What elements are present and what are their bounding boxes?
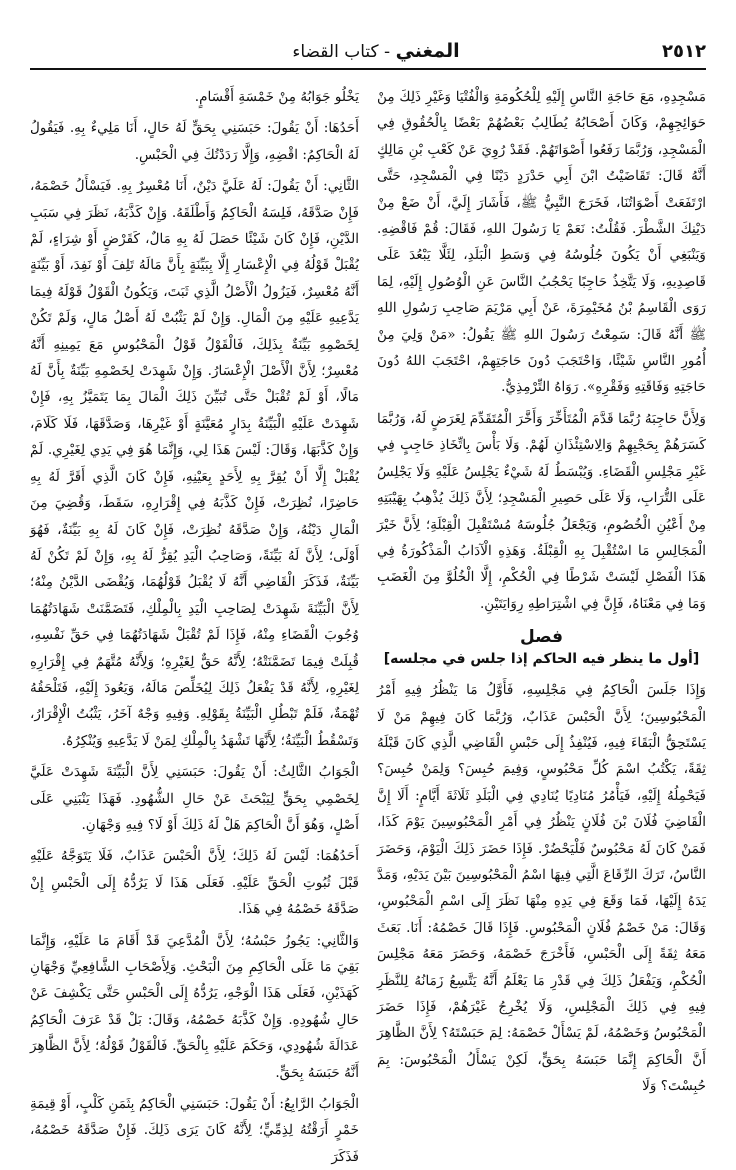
book-title: المغني (395, 40, 460, 62)
paragraph: الْجَوَابُ الرَّابِعُ: أَنْ يَقُولَ: حَبَسَنِي الْحَاكِمُ بِثَمَنِ كَلْبٍ، أَوْ قِيمَةِ خَمْرٍ أَرَقْتُهُ لِذِمِّيٍّ؛ لِأَنَّهُ كَانَ يَرَى ذَلِكَ. فَإِنْ صَدَّقَهُ خَصْمُهُ، فَذَكَرَ (30, 1096, 359, 1165)
paragraph: أَحَدُهُمَا: لَيْسَ لَهُ ذَلِكَ؛ لِأَنَّ الْحَبْسَ عَذَابٌ، فَلَا يَتَوَجَّهُ عَلَيْهِ قَبْلَ ثُبُوتِ الْحَقِّ عَلَيْهِ. فَعَلَى هَذَا لَا يَرُدُّهُ إِلَى الْحَبْسِ إِنْ صَدَّقَهُ خَصْمُهُ فِي هَذَا. (30, 848, 359, 918)
paragraph: وَلِأَنَّ حَاجِبَهُ رُبَّمَا قَدَّمَ الْمُتَأَخِّرَ وَأَخَّرَ الْمُتَقَدِّمَ لِغَرَضٍ لَهُ، وَرُبَّمَا كَسَرَهُمْ بِحَجْبِهِمْ وَالِاسْتِئْذَانِ لَهُمْ. وَلَا بَأْسَ بِاتِّخَاذِ حَاجِبٍ فِي غَيْرِ مَجْلِسِ الْقَضَاءِ. وَيُبْسَطُ لَهُ شَيْءٌ يَجْلِسُ عَلَيْهِ وَلَا يَجْلِسُ عَلَى التُّرَابِ، وَلَا عَلَى حَصِيرِ الْمَسْجِدِ؛ لِأَنَّ ذَلِكَ يُذْهِبُ بِهَيْبَتِهِ مِنْ أَعْيُنِ الْخُصُومِ، وَيَجْعَلُ جُلُوسَهُ مُسْتَقْبِلَ الْقِبْلَةِ؛ لِأَنَّ خَيْرَ الْمَجَالِسِ مَا اسْتُقْبِلَ بِهِ الْقِبْلَةُ. وَهَذِهِ الْآدَابُ الْمَذْكُورَةُ فِي هَذَا الْفَصْلِ لَيْسَتْ شَرْطًا فِي الْحُكْمِ، إِلَّا الْخُلُوَّ مِنَ الْغَضَبِ وَمَا فِي مَعْنَاهُ، فَإِنَّ فِي اشْتِرَاطِهِ رِوَايَتَيْنِ. (377, 410, 706, 612)
chapter-heading: فصل (519, 627, 564, 648)
paragraph: الْجَوَابُ الثَّالِثُ: أَنْ يَقُولَ: حَبَسَنِي لِأَنَّ الْبَيِّنَةَ شَهِدَتْ عَلَيَّ لِخَصْمِي بِحَقٍّ لِيَبْحَثَ عَنْ حَالِ الشُّهُودِ. فَهَذَا يَنْبَنِي عَلَى أَصْلٍ، وَهُوَ أَنَّ الْحَاكِمَ هَلْ لَهُ ذَلِكَ أَوْ لَا؟ فِيهِ وَجْهَانِ. (30, 764, 359, 833)
paragraph: وَإِذَا جَلَسَ الْحَاكِمُ فِي مَجْلِسِهِ، فَأَوَّلُ مَا يَنْظُرُ فِيهِ أَمْرُ الْمَحْبُوسِينَ؛ لِأَنَّ الْحَبْسَ عَذَابٌ، وَرُبَّمَا كَانَ فِيهِمْ مَنْ لَا يَسْتَحِقُّ الْبَقَاءَ فِيهِ، فَيُنْفِذُ إِلَى حَبْسِ الْقَاضِي الَّذِي كَانَ قَبْلَهُ ثِقَةً، يَكْتُبُ اسْمَ كُلِّ مَحْبُوسٍ، وَفِيمَ حُبِسَ؟ وَلِمَنْ حُبِسَ؟ فَيَحْمِلُهُ إِلَيْهِ، فَيَأْمُرُ مُنَادِيًا يُنَادِي فِي الْبَلَدِ ثَلَاثَةَ أَيَّامٍ: أَلَا إِنَّ الْقَاضِيَ فُلَانَ بْنَ فُلَانٍ يَنْظُرُ فِي أَمْرِ الْمَحْبُوسِينَ يَوْمَ كَذَا، فَمَنْ كَانَ لَهُ مَحْبُوسٌ فَلْيَحْضُرْ. فَإِذَا حَضَرَ ذَلِكَ الْيَوْمَ، وَحَضَرَ النَّاسُ، تَرَكَ الرِّقَاعَ الَّتِي فِيهَا اسْمُ الْمَحْبُوسِينَ بَيْنَ يَدَيْهِ، وَمَدَّ يَدَهُ إِلَيْهَا، فَمَا وَقَعَ فِي يَدِهِ مِنْهَا نَظَرَ إِلَى اسْمِ الْمَحْبُوسِ، وَقَالَ: مَنْ خَصْمُ فُلَانٍ الْمَحْبُوسِ. فَإِذَا قَالَ خَصْمُهُ: أَنَا. بَعَثَ مَعَهُ ثِقَةً إِلَى الْحَبْسِ، فَأَخْرَجَ خَصْمَهُ، وَحَضَرَ مَعَهُ مَجْلِسَ الْحُكْمِ، وَيَفْعَلُ ذَلِكَ فِي قَدْرِ مَا يَعْلَمُ أَنَّهُ يَتَّسِعُ زَمَانُهُ لِلنَّظَرِ فِيهِ فِي ذَلِكَ الْمَجْلِسِ، وَلَا يُخْرِجُ غَيْرَهُمْ، فَإِذَا حَضَرَ الْمَحْبُوسُ وَخَصْمُهُ، لَمْ يَسْأَلْ خَصْمَهُ: لِمَ حَبَسْتَهُ؟ لِأَنَّ الظَّاهِرَ أَنَّ الْحَاكِمَ إِنَّمَا حَبَسَهُ بِحَقٍّ، لَكِنْ يَسْأَلُ الْمَحْبُوسَ: بِمَ حُبِسْتَ؟ وَلَا (377, 682, 706, 1095)
left-column (30, 84, 359, 1165)
chapter-title: كتاب القضاء (292, 42, 379, 62)
paragraph: أَحَدُهَا: أَنْ يَقُولَ: حَبَسَنِي بِحَقٍّ لَهُ حَالٍ، أَنَا مَلِيءٌ بِهِ. فَيَقُولُ لَهُ الْحَاكِمُ: اقْضِهِ، وَإِلَّا رَدَدْتُكَ فِي الْحَبْسِ. (30, 120, 359, 163)
running-title (292, 40, 459, 62)
paragraph: الثَّانِي: أَنْ يَقُولَ: لَهُ عَلَيَّ دَيْنٌ، أَنَا مُعْسِرٌ بِهِ. فَيَسْأَلُ خَصْمَهُ، فَإِنْ صَدَّقَهُ، فَلِسَهُ الْحَاكِمُ وَأَطْلَقَهُ. وَإِنْ كَذَّبَهُ، نَظَرَ فِي سَبَبِ الدَّيْنِ، فَإِنْ كَانَ شَيْئًا حَصَلَ لَهُ بِهِ مَالٌ، كَقَرْضٍ أَوْ شِرَاءٍ، لَمْ يُقْبَلْ قَوْلُهُ فِي الْإِعْسَارِ إِلَّا بِبَيِّنَةٍ بِأَنَّ مَالَهُ تَلِفَ أَوْ نَفِدَ، أَوْ بَيِّنَةٍ أَنَّهُ مُعْسِرٌ، فَيَزُولُ الْأَصْلُ الَّذِي ثَبَتَ، وَيَكُونُ الْقَوْلُ قَوْلَهُ فِيمَا يَدَّعِيهِ عَلَيْهِ مِنَ الْمَالِ. وَإِنْ لَمْ يَثْبُتْ لَهُ أَصْلُ مَالٍ، وَلَمْ تَكُنْ لِخَصْمِهِ بَيِّنَةٌ بِذَلِكَ، فَالْقَوْلُ قَوْلُ الْمَحْبُوسِ مَعَ يَمِينِهِ أَنَّهُ مُعْسِرٌ؛ لِأَنَّ الْأَصْلَ الْإِعْسَارُ. وَإِنْ شَهِدَتْ لِخَصْمِهِ بَيِّنَةٌ بِأَنَّ لَهُ مَالًا، أَوْ لَمْ تُقْبَلْ حَتَّى تُبَيِّنَ ذَلِكَ الْمَالَ بِمَا يَتَمَيَّزُ بِهِ، فَإِنْ شَهِدَتْ عَلَيْهِ الْبَيِّنَةُ بِدَارٍ مُعَيَّنَةٍ أَوْ غَيْرِهَا، وَصَدَّقَهَا، فَلَا كَلَامَ، وَإِنْ كَذَّبَهَا، وَقَالَ: لَيْسَ هَذَا لِي، وَإِنَّمَا هُوَ فِي يَدِي لِغَيْرِي. لَمْ يُقْبَلْ إِلَّا أَنْ يُقِرَّ بِهِ لِأَحَدٍ بِعَيْنِهِ، فَإِنْ كَانَ الَّذِي أَقَرَّ لَهُ بِهِ حَاضِرًا، نُظِرَتْ، فَإِنْ كَذَّبَهُ فِي إِقْرَارِهِ، سَقَطَ، وَقُضِيَ مِنَ الْمَالِ دَيْنُهُ، وَإِنْ صَدَّقَهُ نُظِرَتْ، فَإِنْ كَانَ لَهُ بِهِ بَيِّنَةٌ، فَهُوَ أَوْلَى؛ لِأَنَّ لَهُ بَيِّنَةً، وَصَاحِبُ الْيَدِ يُقِرُّ لَهُ بِهِ، وَإِنْ لَمْ تَكُنْ لَهُ بَيِّنَةٌ، فَذَكَرَ الْقَاضِي أَنَّهُ لَا يُقْبَلُ قَوْلُهُمَا، وَيُقْضَى الدَّيْنُ مِنْهُ؛ لِأَنَّ الْبَيِّنَةَ شَهِدَتْ لِصَاحِبِ الْيَدِ بِالْمِلْكِ، فَتَضَمَّنَتْ شَهَادَتُهُمَا وُجُوبَ الْقَضَاءِ مِنْهُ، فَإِذَا لَمْ تُقْبَلْ شَهَادَتُهُمَا فِي حَقِّ نَفْسِهِ، قُبِلَتْ فِيمَا تَضَمَّنَتْهُ؛ لِأَنَّهُ حَقٌّ لِغَيْرِهِ؛ وَلِأَنَّهُ مُتَّهَمٌ فِي إِقْرَارِهِ لِغَيْرِهِ، لِأَنَّهُ قَدْ يَفْعَلُ ذَلِكَ لِيُخَلِّصَ مَالَهُ، وَيَعُودَ إِلَيْهِ، فَتَلْحَقُهُ تُهْمَةٌ، فَلَمْ تَبْطُلِ الْبَيِّنَةُ بِقَوْلِهِ. وَفِيهِ وَجْهٌ آخَرُ، يَثْبُتُ الْإِقْرَارُ، وَتَسْقُطُ الْبَيِّنَةُ؛ لِأَنَّهَا تَشْهَدُ بِالْمِلْكِ لِمَنْ لَا يَدَّعِيهِ وَيُنْكِرُهُ. (30, 178, 359, 749)
title-separator: - (378, 42, 396, 62)
paragraph: مَسْجِدِهِ، مَعَ حَاجَةِ النَّاسِ إِلَيْهِ لِلْحُكُومَةِ وَالْفُتْيَا وَغَيْرِ ذَلِكَ مِنْ حَوَائِجِهِمْ، وَكَانَ أَصْحَابُهُ يُطَالِبُ بَعْضُهُمْ بَعْضًا بِالْحُقُوقِ فِي الْمَسْجِدِ، وَرُبَّمَا رَفَعُوا أَصْوَاتَهُمْ. فَقَدْ رُوِيَ عَنْ كَعْبِ بْنِ مَالِكٍ أَنَّهُ قَالَ: تَقَاضَيْتُ ابْنَ أَبِي حَدْرَدٍ دَيْنًا فِي الْمَسْجِدِ، حَتَّى ارْتَفَعَتْ أَصْوَاتُنَا، فَخَرَجَ النَّبِيُّ ﷺ، فَأَشَارَ إِلَيَّ، أَنْ ضَعْ مِنْ دَيْنِكَ الشَّطْرَ. فَقُلْتُ: نَعَمْ يَا رَسُولَ اللهِ، فَقَالَ: قُمْ فَاقْضِهِ. وَيَنْبَغِي أَنْ يَكُونَ جُلُوسُهُ فِي وَسَطِ الْبَلَدِ، لِئَلَّا يَبْعُدَ عَلَى قَاصِدِيهِ، وَلَا يَتَّخِذُ حَاجِبًا يَحْجُبُ النَّاسَ عَنِ الْوُصُولِ إِلَيْهِ، لِمَا رَوَى الْقَاسِمُ بْنُ مُخَيْمِرَةَ، عَنْ أَبِي مَرْيَمَ صَاحِبِ رَسُولِ اللهِ ﷺ أَنَّهُ قَالَ: سَمِعْتُ رَسُولَ اللهِ ﷺ يَقُولُ: «مَنْ وَلِيَ مِنْ أُمُورِ النَّاسِ شَيْئًا، وَاحْتَجَبَ دُونَ حَاجَتِهِمْ، احْتَجَبَ اللهُ دُونَ حَاجَتِهِ وَفَاقَتِهِ وَفَقْرِهِ». رَوَاهُ التِّرْمِذِيُّ. (377, 89, 706, 396)
page-number: ٢٥١٢ (662, 41, 706, 62)
right-column (377, 84, 706, 1095)
paragraph: وَالثَّانِي: يَجُوزُ حَبْسُهُ؛ لِأَنَّ الْمُدَّعِيَ قَدْ أَقَامَ مَا عَلَيْهِ، وَإِنَّمَا بَقِيَ مَا عَلَى الْحَاكِمِ مِنَ الْبَحْثِ. وَلِأَصْحَابِ الشَّافِعِيِّ وَجْهَانِ كَهَذَيْنِ، فَعَلَى هَذَا الْوَجْهِ، يَرُدُّهُ إِلَى الْحَبْسِ حَتَّى يَكْشِفَ عَنْ حَالِ شُهُودِهِ. وَإِنْ كَذَّبَهُ خَصْمُهُ، وَقَالَ: بَلْ قَدْ عَرَفَ الْحَاكِمُ عَدَالَةَ شُهُودِي، وَحَكَمَ عَلَيْهِ بِالْحَقِّ. فَالْقَوْلُ قَوْلُهُ؛ لِأَنَّ الظَّاهِرَ أَنَّهُ حَبَسَهُ بِحَقٍّ. (30, 932, 359, 1081)
section-heading: [أول ما ينظر فيه الحاكم إذا جلس في مجلسه] (383, 651, 700, 668)
paragraph: يَخْلُو جَوَابُهُ مِنْ خَمْسَةِ أَقْسَامٍ. (194, 89, 359, 105)
text-columns (30, 84, 706, 1165)
page-header (30, 36, 706, 70)
